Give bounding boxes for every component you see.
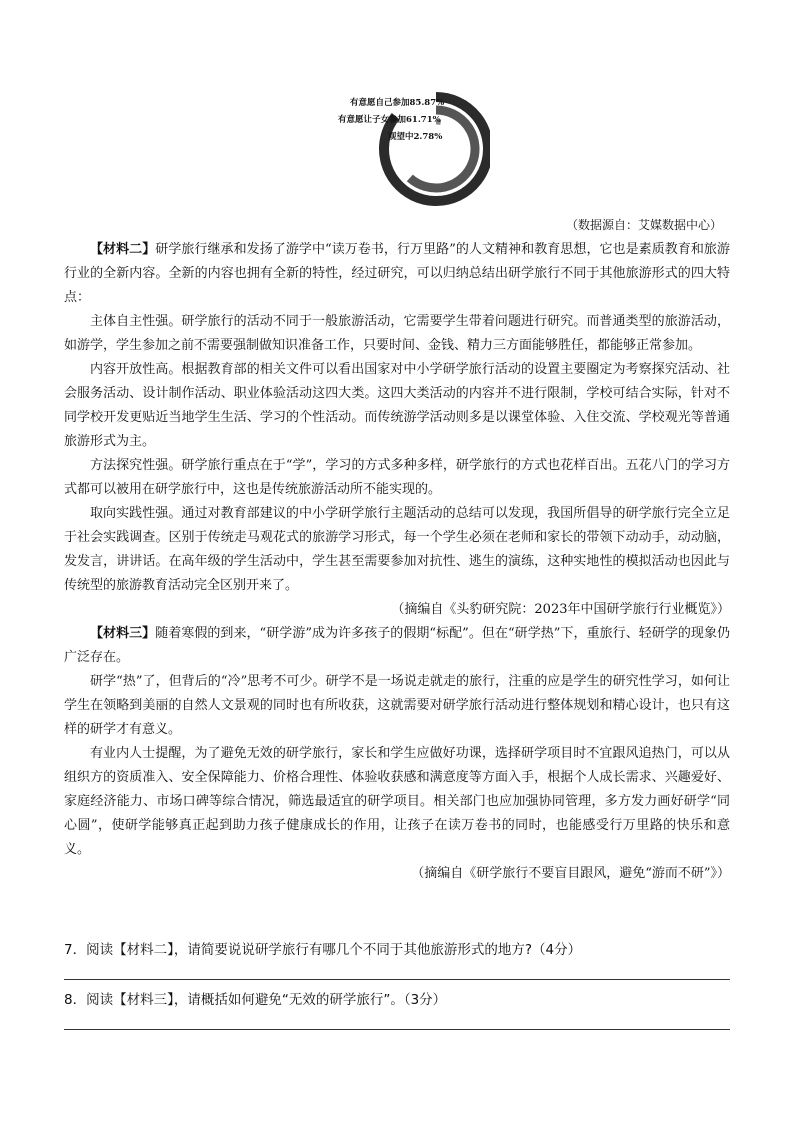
material3-paragraph-1: 研学“热”了，但背后的“冷”思考不可少。研学不是一场说走就走的旅行，注重的应是学生的研究性学习，如何让学生在领略到美丽的自然人文景观的同时也有所收获，这就需要对研学旅行活动进行整体规划和精心设计，也只有这样的研学才有意义。 bbox=[64, 674, 730, 737]
chart-label-watching: 观望中2.78% bbox=[388, 132, 443, 142]
participation-chart bbox=[330, 88, 490, 210]
material2-paragraph-4: 取向实践性强。通过对教育部建议的中小学研学旅行主题活动的总结可以发现，我国所倡导的研学旅行完全立足于社会实践调查。区别于传统走马观花式的旅游学习形式，每一个学生必须在老师和家长的带领下动动手，动动脑，发发言，讲讲话。在高年级的学生活动中，学生甚至需要参加对抗性、逃生的演练，这种实地性的模拟活动也因此与传统型的旅游教育活动完全区别开来了。 bbox=[64, 506, 730, 593]
material2-intro bbox=[64, 238, 730, 310]
data-source-note: （数据源自：艾媒数据中心） bbox=[565, 218, 722, 232]
material3-intro bbox=[64, 622, 730, 670]
question-8: 8．阅读【材料三】，请概括如何避免“无效的研学旅行”。（3分） bbox=[64, 992, 447, 1008]
material2-paragraph-1: 主体自主性强。研学旅行的活动不同于一般旅游活动，它需要学生带着问题进行研究。而普通类型的旅游活动，如游学，学生参加之前不需要强制做知识准备工作，只要时间、金钱、精力三方面能够胜任，都能够正常参加。 bbox=[64, 314, 730, 353]
answer-line-7[interactable] bbox=[64, 979, 730, 980]
material3-intro-text: 随着寒假的到来，“研学游”成为许多孩子的假期“标配”。但在“研学热”下，重旅行、轻研学的现象仍广泛存在。 bbox=[64, 626, 730, 665]
reading-materials bbox=[64, 238, 730, 886]
material2-tag: 【材料二】 bbox=[90, 242, 156, 257]
material3-paragraph-2: 有业内人士提醒，为了避免无效的研学旅行，家长和学生应做好功课，选择研学项目时不宜跟风追热门，可以从组织方的资质准入、安全保障能力、价格合理性、体验收获感和满意度等方面入手，根据个人成长需求、兴趣爱好、家庭经济能力、市场口碑等综合情况，筛选最适宜的研学项目。相关部门也应加强协同管理，多方发力画好研学“同心圆”，使研学能够真正起到助力孩子健康成长的作用，让孩子在读万卷书的同时，也能感受行万里路的快乐和意义。 bbox=[64, 746, 730, 857]
material2-paragraph-2: 内容开放性高。根据教育部的相关文件可以看出国家对中小学研学旅行活动的设置主要圈定为考察探究活动、社会服务活动、设计制作活动、职业体验活动这四大类。这四大类活动的内容并不进行限制，学校可结合实际，针对不同学校开发更贴近当地学生生活、学习的个性活动。而传统游学活动则多是以课堂体验、入住交流、学校观光等普通旅游形式为主。 bbox=[64, 362, 730, 449]
material2-citation: （摘编自《头豹研究院：2023年中国研学旅行行业概览》） bbox=[391, 602, 730, 617]
question-7: 7．阅读【材料二】，请简要说说研学旅行有哪几个不同于其他旅游形式的地方?（4分） bbox=[64, 942, 582, 958]
material2-paragraph-3: 方法探究性强。研学旅行重点在于“学”，学习的方式多种多样，研学旅行的方式也花样百出。五花八门的学习方式都可以被用在研学旅行中，这也是传统旅游活动所不能实现的。 bbox=[64, 458, 730, 497]
chart-label-self: 有意愿自己参加85.87% bbox=[350, 98, 445, 108]
material2-intro-text: 研学旅行继承和发扬了游学中“读万卷书，行万里路”的人文精神和教育思想，它也是素质教育和旅游行业的全新内容。全新的内容也拥有全新的特性，经过研究，可以归纳总结出研学旅行不同于其他旅游形式的四大特点： bbox=[64, 242, 730, 305]
chart-label-children: 有意愿让子女参加61.71% bbox=[338, 115, 441, 125]
material3-citation: （摘编自《研学旅行不要盲目跟风，避免“游而不研”》） bbox=[411, 866, 730, 881]
material3-tag: 【材料三】 bbox=[90, 626, 156, 641]
answer-line-8[interactable] bbox=[64, 1029, 730, 1030]
